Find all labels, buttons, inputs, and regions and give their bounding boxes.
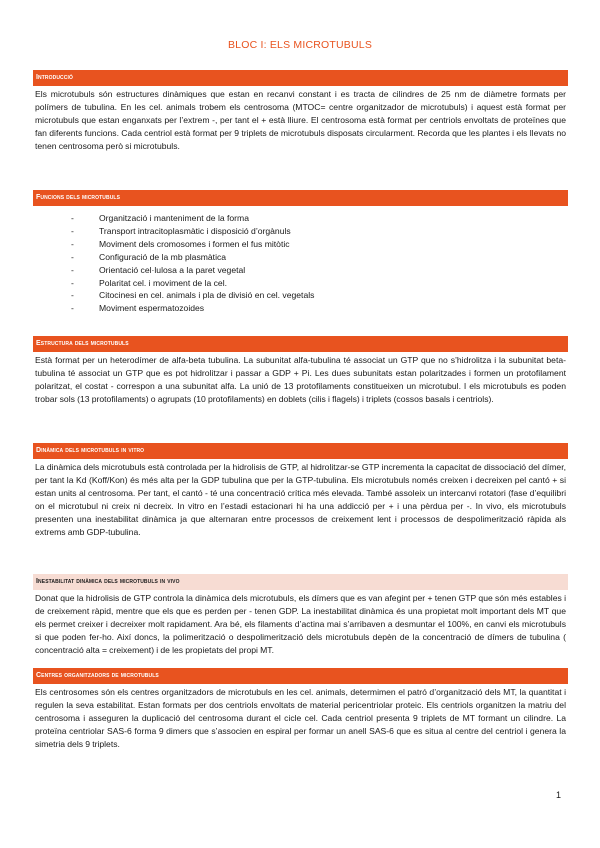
list-item [71, 302, 568, 315]
section-heading: Centres organitzadors de microtubuls [33, 668, 568, 684]
section-text: Està format per un heterodímer de alfa-beta tubulina. La subunitat alfa-tubulina té associat un GTP que no s’hidrolitza i la subunitat beta-tubulina té associat un GTP que es pot hidrolitzar i passar a GDP + Pi. Les dues subunitats estan polaritzades i formen un protofilament polaritzat, el costat - correspon a una subunitat alfa. La unió de 13 protofilaments constitueixen un microtubul. I els microtubuls es poden trobar sols (13 protofilaments) o agrupats (10 protofilaments) en doblets (cilis i flagels) i triplets (cossos basals i centriols). [35, 355, 566, 404]
list-item-text: Orientació cel·lulosa a la paret vegetal [99, 264, 246, 275]
dash-bullet: - [71, 264, 74, 275]
list-item-text: Moviment espermatozoides [99, 303, 205, 314]
list-item-text: Citocinesi en cel. animals i pla de divisió en cel. vegetals [99, 290, 315, 301]
list-item [71, 264, 568, 277]
list-item [71, 289, 568, 302]
section-dinamica-in-vitro [33, 443, 568, 538]
dash-bullet: - [71, 290, 74, 301]
list-item-text: Moviment dels cromosomes i formen el fus mitòtic [99, 238, 290, 249]
list-item-text: Transport intracitoplasmàtic i disposició d’orgànuls [99, 225, 291, 236]
section-text: Els microtubuls són estructures dinàmiques que estan en recanvi constant i es tracta de cilindres de 25 nm de diàmetre formats per polímers de tubulina. En les cel. animals trobem els centrosoma (MTOC= centre organitzador de microtubuls) i aquest està format per microtubuls que estan enganxats per l’extrem -, per tant el + està lliure. El centrosoma està format per centriols envoltats de proteïnes que fan diferents funcions. Cada centriol està format per 9 triplets de microtubuls disposats circularment. Recorda que les plantes i els llevats no tenen centrosoma però si microtubuls. [35, 89, 566, 151]
section-heading: Dinàmica dels microtubuls in vitro [33, 443, 568, 459]
section-centres-organitzadors [33, 668, 568, 751]
section-heading: Introducció [33, 70, 568, 86]
section-estructura [33, 336, 568, 406]
section-heading: Funcions dels microtubuls [33, 190, 568, 206]
section-heading: Inestabilitat dinàmica dels microtubuls in vivo [33, 574, 568, 590]
section-heading: Estructura dels microtubuls [33, 336, 568, 352]
dash-bullet: - [71, 277, 74, 288]
page-title: BLOC I: ELS MICROTUBULS [227, 39, 373, 51]
page-number: 1 [556, 790, 562, 800]
list-item [71, 212, 568, 225]
section-text: La dinàmica dels microtubuls està controlada per la hidrolisis de GTP, al hidrolitzar-se GTP incrementa la capacitat de dissociació del dímer, per tant la Kd (Koff/Kon) és més alta per la GDP tubulina que per la GTP-tubulina. Els microtubuls només creixen i decreixen pel cantó + si estan units al centrosoma. Per tant, el cantó - té una concentració crítica més elevada. També assoleix un intercanvi rotatori (fase d’equilibri on el microtubul ni creix ni decreix. In vitro en l’estadi estacionari hi ha una addicció per + i una pèrdua per -. In vivo, els microtubuls presenten una inestabilitat dinàmica ja que alternaran entre processos de creixement lent i processos de despolimerització ràpida als extrems amb GDP-tubulina. [35, 462, 566, 537]
dash-bullet: - [71, 251, 74, 262]
dash-bullet: - [71, 238, 74, 249]
section-text: Donat que la hidrolisis de GTP controla la dinàmica dels microtubuls, els dímers que es van afegint per + tenen GTP que són més estables i de creixement ràpid, mentre que els que es perden per - tenen GDP. La inestabilitat dinàmica és una propietat molt important dels MT que els permet creixer i decreixer molt rapidament. Ara bé, els filaments d’actina mai s’arribaven a desmuntar el 100%, en canvi els microtubuls si que poden fer-ho. Així doncs, la polimerització o despolimerització dels microtubuls depèn de la concentració de dímers de tubulina ( concentració alta = creixement) i de les propietats del propi MT. [35, 593, 566, 655]
list-item-text: Configuració de la mb plasmàtica [99, 251, 227, 262]
functions-list [33, 206, 568, 315]
section-funcions [33, 190, 568, 315]
dash-bullet: - [71, 213, 74, 223]
list-item [71, 225, 568, 238]
dash-bullet: - [71, 225, 74, 236]
list-item [71, 251, 568, 264]
list-item-text: Organització i manteniment de la forma [99, 213, 249, 223]
section-text: Els centrosomes són els centres organitzadors de microtubuls en les cel. animals, determimen el patró d’organització dels MT, la quantitat i regulen la seva estabilitat. Estan formats per dos centriols envoltats de material pericentriolar proteic. Els centriols organitzen la matriu del centrosoma i asseguren la duplicació del centrosoma durant el cicle cel. Cada centriol presenta 9 triplets de MT formant un cilindre. La proteïna centriolar SAS-6 forma 9 dimers que s’associen en espiral per formar un anell SAS-6 que es situa al centre del centriol i genera la simetria dels 9 triplets. [35, 687, 566, 749]
section-introduccio [33, 70, 568, 153]
list-item [71, 238, 568, 251]
list-item-text: Polaritat cel. i moviment de la cel. [99, 277, 228, 288]
list-item [71, 277, 568, 290]
dash-bullet: - [71, 303, 74, 314]
section-inestabilitat-in-vivo [33, 574, 568, 657]
